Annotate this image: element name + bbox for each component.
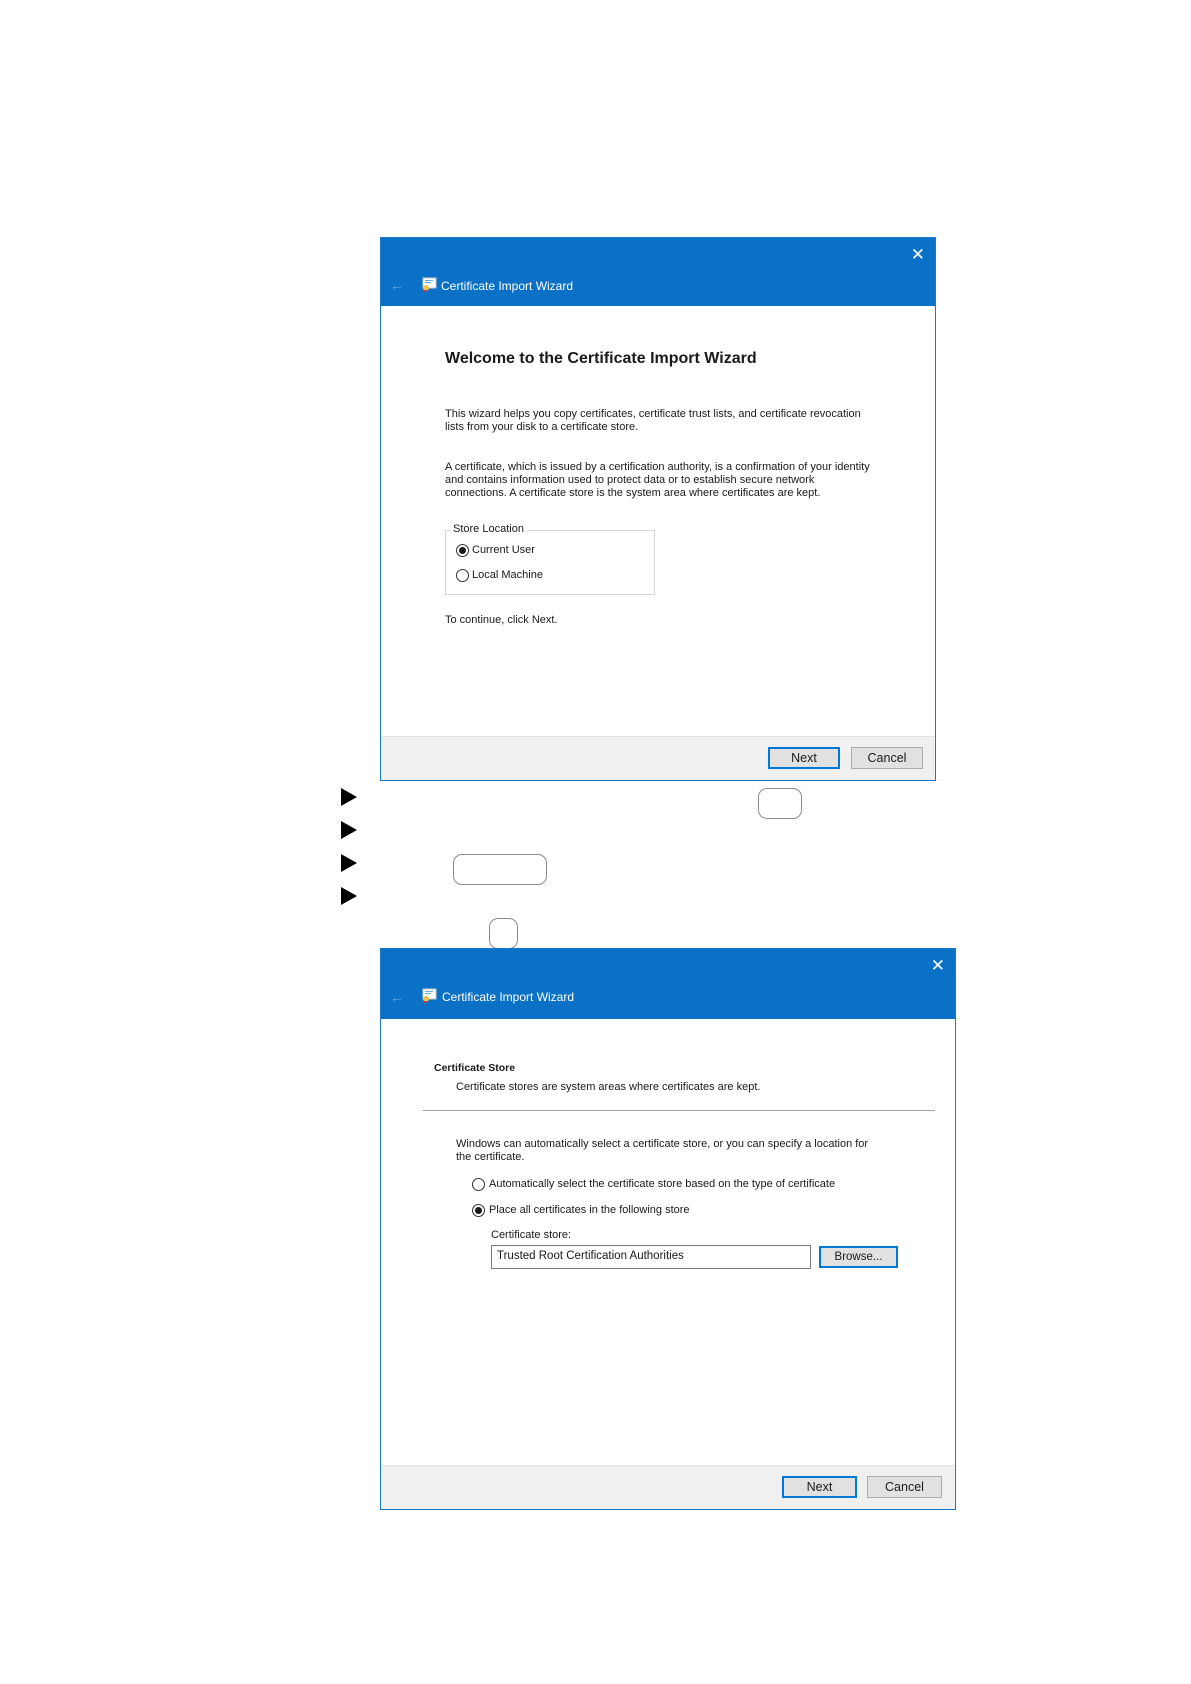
- cancel-button[interactable]: Cancel: [851, 747, 923, 769]
- browse-button[interactable]: Browse...: [819, 1246, 898, 1268]
- window-title: Certificate Import Wizard: [441, 279, 574, 293]
- button-outline-placeholder: [489, 918, 518, 949]
- description-paragraph-line: A certificate, which is issued by a certification authority, is a confirmation of your identity: [445, 461, 870, 473]
- title-bar: [381, 949, 955, 1019]
- intro-line: the certificate.: [456, 1151, 525, 1163]
- back-arrow-icon[interactable]: ←: [390, 277, 404, 293]
- local-machine-radio[interactable]: [456, 569, 469, 582]
- section-title: Certificate Store: [434, 1062, 516, 1074]
- certificate-icon: [421, 988, 438, 1003]
- close-icon[interactable]: ✕: [910, 245, 925, 264]
- current-user-label[interactable]: Current User: [472, 544, 535, 556]
- certificate-store-label: Certificate store:: [491, 1229, 572, 1241]
- local-machine-label[interactable]: Local Machine: [472, 569, 543, 581]
- intro-paragraph-line: lists from your disk to a certificate store.: [445, 421, 639, 433]
- header-separator: [423, 1110, 935, 1111]
- continue-hint: To continue, click Next.: [445, 614, 558, 626]
- wizard-footer: [381, 736, 935, 780]
- section-subtitle: Certificate stores are system areas where certificates are kept.: [456, 1081, 761, 1093]
- certificate-icon: [421, 277, 438, 292]
- certificate-store-field[interactable]: Trusted Root Certification Authorities: [491, 1245, 811, 1269]
- bullet-arrow-icon: [341, 887, 357, 905]
- current-user-radio[interactable]: [456, 544, 469, 557]
- back-arrow-icon[interactable]: ←: [390, 989, 404, 1005]
- page-heading: Welcome to the Certificate Import Wizard: [445, 350, 757, 367]
- next-button[interactable]: Next: [782, 1476, 857, 1498]
- title-bar: [381, 238, 935, 306]
- bullet-arrow-icon: [341, 821, 357, 839]
- description-paragraph-line: connections. A certificate store is the system area where certificates are kept.: [445, 487, 821, 499]
- auto-select-store-radio[interactable]: [472, 1178, 485, 1191]
- wizard-footer: [381, 1465, 955, 1509]
- bullet-arrow-icon: [341, 788, 357, 806]
- place-in-store-radio[interactable]: [472, 1204, 485, 1217]
- certificate-import-wizard-welcome: [380, 237, 936, 781]
- button-outline-placeholder: [453, 854, 547, 885]
- certificate-import-wizard-store: [380, 948, 956, 1510]
- close-icon[interactable]: ✕: [930, 956, 945, 975]
- intro-line: Windows can automatically select a certificate store, or you can specify a location for: [456, 1138, 869, 1150]
- auto-select-store-label[interactable]: Automatically select the certificate store based on the type of certificate: [489, 1178, 836, 1190]
- store-location-group: [445, 530, 655, 595]
- window-title: Certificate Import Wizard: [442, 990, 575, 1004]
- place-in-store-label[interactable]: Place all certificates in the following store: [489, 1204, 690, 1216]
- description-paragraph-line: and contains information used to protect data or to establish secure network: [445, 474, 815, 486]
- intro-paragraph-line: This wizard helps you copy certificates, certificate trust lists, and certificate revocation: [445, 408, 861, 420]
- next-button[interactable]: Next: [768, 747, 840, 769]
- cancel-button[interactable]: Cancel: [867, 1476, 942, 1498]
- store-location-label: Store Location: [450, 523, 527, 536]
- button-outline-placeholder: [758, 788, 802, 819]
- bullet-arrow-icon: [341, 854, 357, 872]
